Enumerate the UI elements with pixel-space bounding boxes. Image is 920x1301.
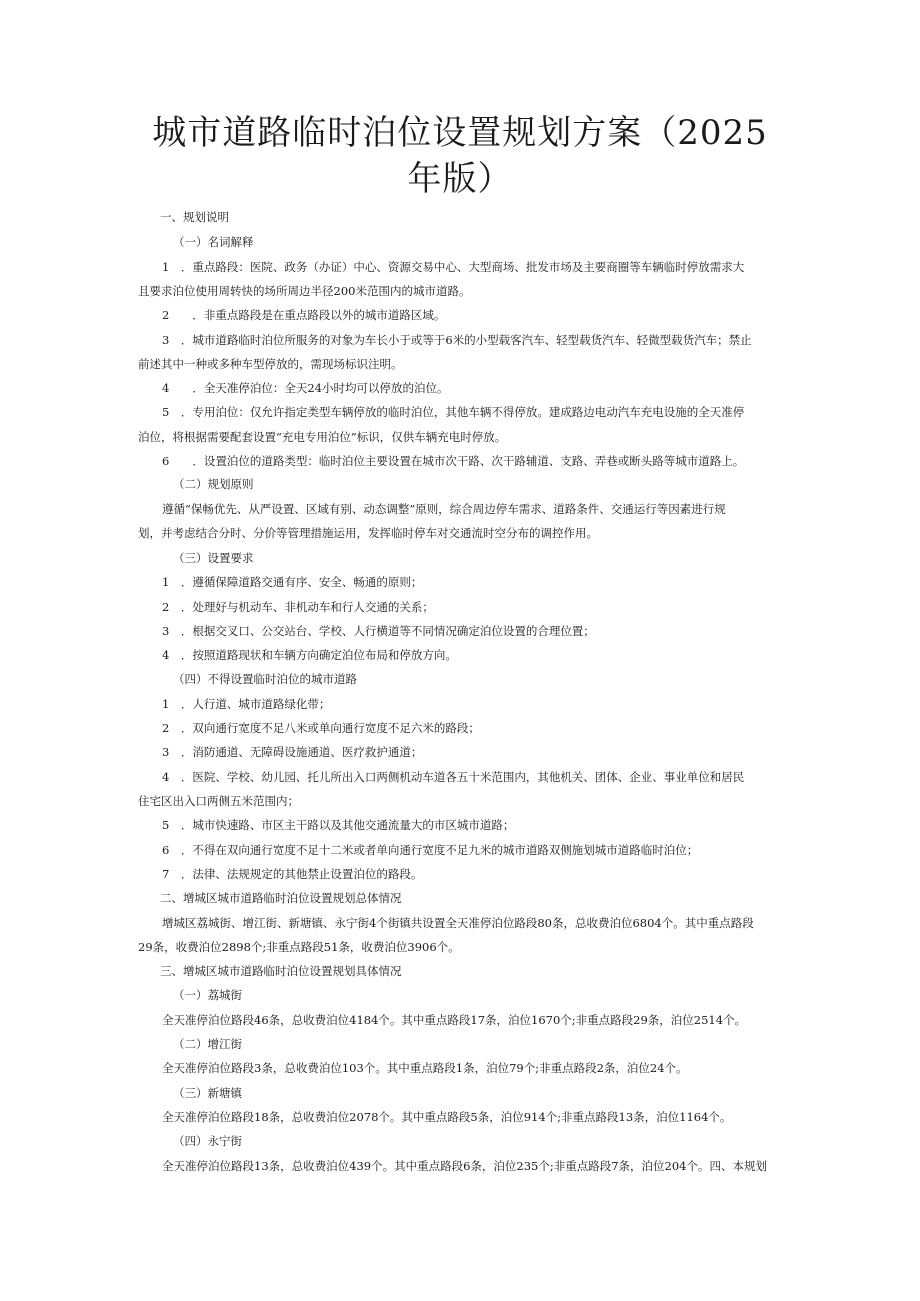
paragraph-continuation: 划，并考虑结合分时、分价等管理措施运用，发挥临时停车对交通流时空分布的调控作用。 — [138, 526, 598, 540]
paragraph: 全天准停泊位路段18条，总收费泊位2078个。其中重点路段5条，泊位914个;非重点路段13条，泊位1164个。 — [162, 1110, 732, 1124]
title-line-2: 年版） — [407, 159, 513, 199]
list-item: 5 ．专用泊位：仅允许指定类型车辆停放的临时泊位，其他车辆不得停放。建成路边电动汽车充电设施的全天准停 — [162, 405, 745, 419]
subsection-heading: （三）设置要求 — [173, 551, 254, 565]
list-item: 2 ．双向通行宽度不足八米或单向通行宽度不足六米的路段； — [162, 721, 480, 735]
section-heading: 三、增城区城市道路临时泊位设置规划具体情况 — [160, 964, 402, 978]
list-item: 3 ．消防通道、无障碍设施通道、医疗救护通道； — [162, 745, 423, 759]
subsection-heading: （四）不得设置临时泊位的城市道路 — [173, 672, 357, 686]
document-title — [100, 110, 820, 202]
list-item: 5 ．城市快速路、市区主干路以及其他交通流量大的市区城市道路； — [162, 818, 515, 832]
list-item: 4 ．医院、学校、幼儿园、托儿所出入口两侧机动车道各五十米范围内，其他机关、团体、企业、事业单位和居民 — [162, 770, 745, 784]
section-heading: 一、规划说明 — [160, 210, 229, 224]
subsection-heading: （二）增江街 — [173, 1037, 242, 1051]
list-item: 6 ．不得在双向通行宽度不足十二米或者单向通行宽度不足九米的城市道路双侧施划城市道路临时泊位； — [162, 843, 699, 857]
list-item-continuation: 住宅区出入口两侧五米范围内； — [138, 794, 299, 808]
list-item: 7 ．法律、法规规定的其他禁止设置泊位的路段。 — [162, 867, 423, 881]
list-item: 1 ．重点路段：医院、政务（办证）中心、资源交易中心、大型商场、批发市场及主要商圈等车辆临时停放需求大 — [162, 260, 745, 274]
paragraph-continuation: 29条，收费泊位2898个;非重点路段51条，收费泊位3906个。 — [138, 940, 460, 954]
paragraph: 全天准停泊位路段13条，总收费泊位439个。其中重点路段6条，泊位235个;非重点路段7条，泊位204个。四、本规划 — [162, 1159, 767, 1173]
list-item: 2 ．非重点路段是在重点路段以外的城市道路区域。 — [162, 308, 446, 322]
subsection-heading: （四）永宁街 — [173, 1134, 242, 1148]
list-item: 1 ．人行道、城市道路绿化带； — [162, 697, 331, 711]
list-item: 4 ．按照道路现状和车辆方向确定泊位布局和停放方向。 — [162, 648, 457, 662]
paragraph: 增城区荔城街、增江街、新塘镇、永宁街4个街镇共设置全天准停泊位路段80条，总收费泊位6804个。其中重点路段 — [162, 916, 754, 930]
paragraph: 全天准停泊位路段3条，总收费泊位103个。其中重点路段1条，泊位79个;非重点路段2条，泊位24个。 — [162, 1061, 688, 1075]
title-line-1: 城市道路临时泊位设置规划方案（2025 — [152, 113, 768, 153]
section-heading: 二、增城区城市道路临时泊位设置规划总体情况 — [160, 891, 402, 905]
subsection-heading: （一）名词解释 — [173, 235, 254, 249]
list-item: 6 ．设置泊位的道路类型：临时泊位主要设置在城市次干路、次干路辅道、支路、弄巷或断头路等城市道路上。 — [162, 454, 745, 468]
list-item: 4 ．全天准停泊位：全天24小时均可以停放的泊位。 — [162, 381, 449, 395]
paragraph: 全天准停泊位路段46条，总收费泊位4184个。其中重点路段17条，泊位1670个;非重点路段29条，泊位2514个。 — [162, 1013, 747, 1027]
list-item-continuation: 前述其中一种或多种车型停放的，需现场标识注明。 — [138, 357, 403, 371]
list-item-continuation: 且要求泊位使用周转快的场所周边半径200米范围内的城市道路。 — [138, 284, 471, 298]
list-item-continuation: 泊位，将根据需要配套设置“充电专用泊位”标识，仅供车辆充电时停放。 — [138, 430, 507, 444]
subsection-heading: （一）荔城街 — [173, 988, 242, 1002]
list-item: 2 ．处理好与机动车、非机动车和行人交通的关系； — [162, 600, 434, 614]
list-item: 3 ．城市道路临时泊位所服务的对象为车长小于或等于6米的小型载客汽车、轻型载货汽车、轻微型载货汽车；禁止 — [162, 333, 752, 347]
list-item: 3 ．根据交叉口、公交站台、学校、人行横道等不同情况确定泊位设置的合理位置； — [162, 624, 595, 638]
subsection-heading: （三）新塘镇 — [173, 1086, 242, 1100]
list-item: 1 ．遵循保障道路交通有序、安全、畅通的原则； — [162, 575, 423, 589]
subsection-heading: （二）规划原则 — [173, 477, 254, 491]
paragraph: 遵循“保畅优先、从严设置、区域有别、动态调整”原则，综合周边停车需求、道路条件、交通运行等因素进行规 — [162, 502, 726, 516]
